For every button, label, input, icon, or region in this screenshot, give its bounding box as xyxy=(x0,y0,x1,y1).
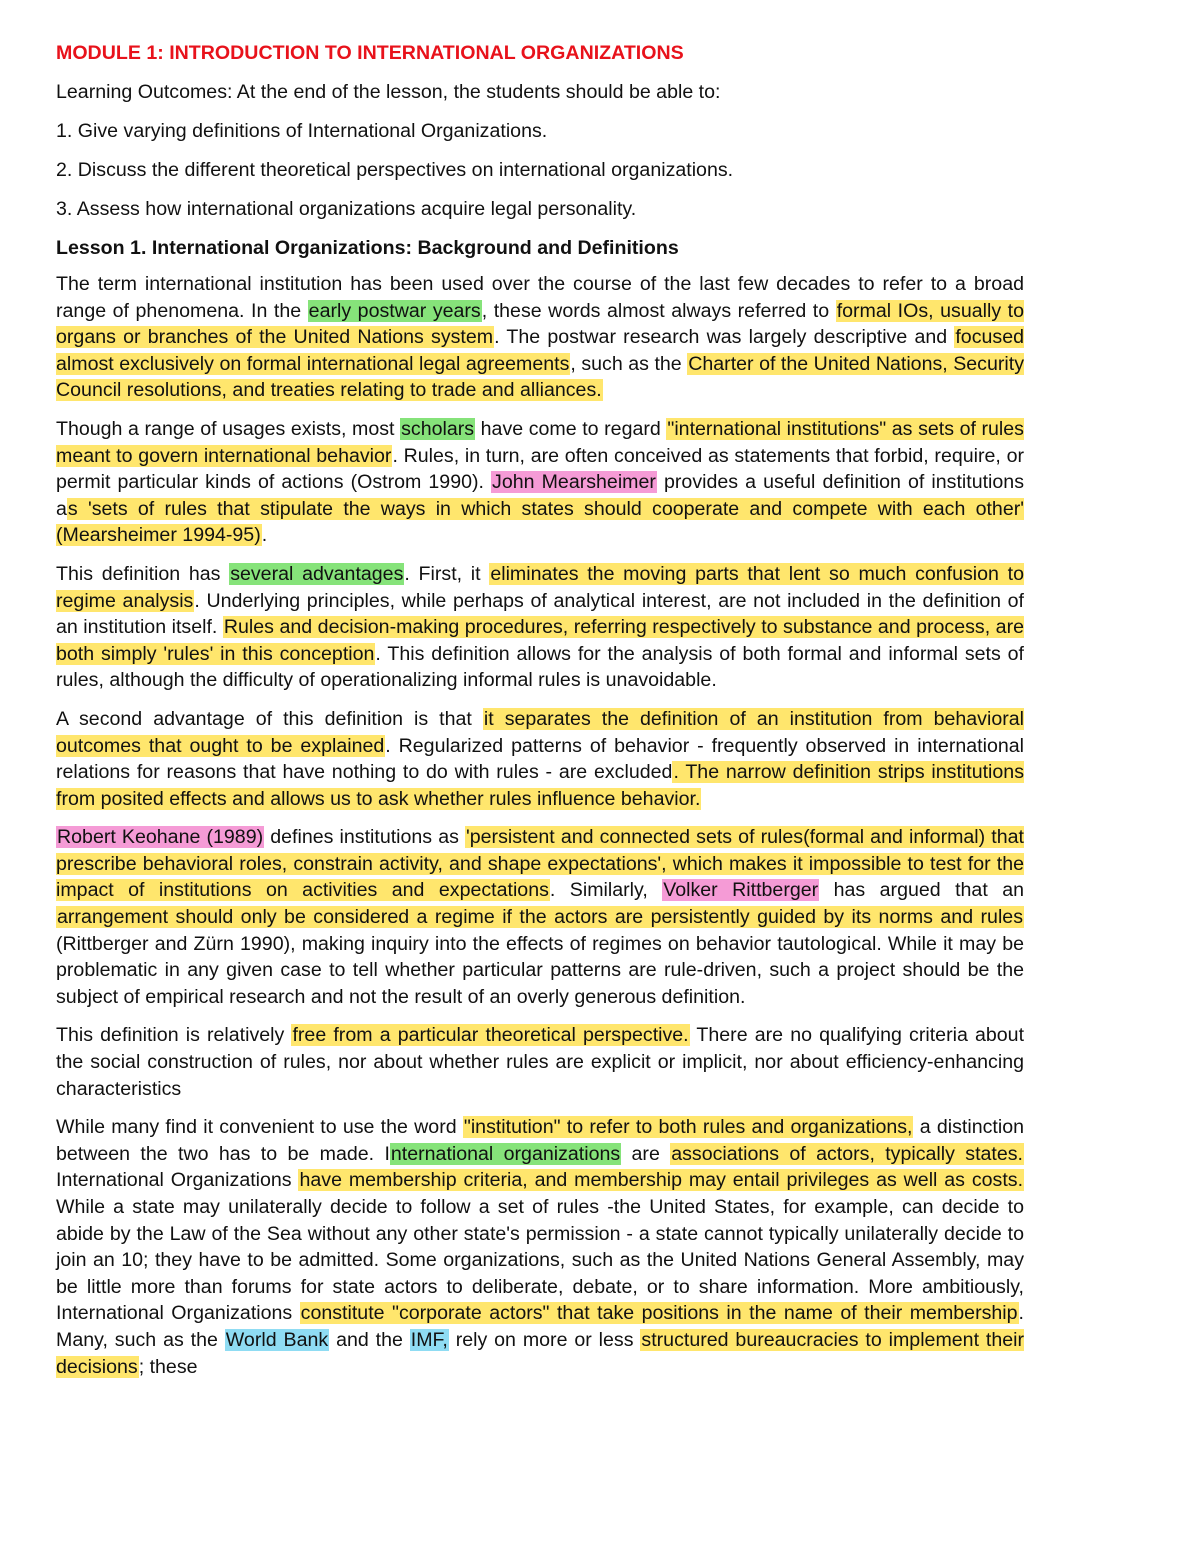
lesson-heading: Lesson 1. International Organizations: Background and Definitions xyxy=(56,237,679,259)
highlighted-text: Volker Rittberger xyxy=(663,879,819,902)
body-paragraph xyxy=(56,416,1024,549)
body-paragraph xyxy=(56,1022,1024,1102)
highlighted-text: 'persistent and connected sets of rules(formal and informal) that prescribe behavioral roles, constrain activity, and shape expectations', which makes it impossible to test for the impact of institutions on activities and expectations xyxy=(56,826,1024,902)
paragraph-text: . First, it xyxy=(404,562,490,585)
highlighted-text: . The narrow definition strips institutions from posited effects and allows us to ask whether rules influence behavior. xyxy=(56,761,1025,810)
highlighted-text: several advantages xyxy=(230,562,404,585)
body-paragraph xyxy=(56,271,1024,404)
highlighted-text: IMF, xyxy=(410,1328,448,1351)
highlighted-text: it separates the definition of an institution from behavioral outcomes that ought to be explained xyxy=(56,707,1025,757)
body-paragraph xyxy=(56,706,1024,812)
paragraph-text: has argued that an xyxy=(819,879,1025,902)
paragraph-text: International Organizations xyxy=(56,1169,299,1192)
highlighted-text: Robert Keohane (1989) xyxy=(57,826,264,849)
body-paragraph xyxy=(56,561,1024,694)
paragraph-text: defines institutions as xyxy=(264,826,466,849)
paragraph-text: This definition is relatively xyxy=(56,1024,292,1047)
paragraph-text: rely on more or less xyxy=(448,1328,641,1351)
highlighted-text: Rules and decision-making procedures, referring respectively to substance and process, are both simply 'rules' in this conception xyxy=(56,616,1024,665)
paragraph-text: This definition has xyxy=(56,562,230,585)
learning-outcome-item: 3. Assess how international organizations acquire legal personality. xyxy=(56,198,637,220)
highlighted-text: free from a particular theoretical perspective. xyxy=(292,1024,689,1047)
highlighted-text: formal IOs, usually to organs or branches of the United Nations system xyxy=(56,299,1024,349)
paragraph-text: . Regularized patterns of behavior - frequently observed in international relations for reasons that have nothing to do with rules - are excluded xyxy=(56,734,1024,784)
highlighted-text: John Mearsheimer xyxy=(492,471,656,494)
lesson-body xyxy=(56,271,1024,1380)
paragraph-text: . xyxy=(261,524,268,547)
highlighted-text: arrangement should only be considered a regime if the actors are persistently guided by its norms and rules xyxy=(57,906,1023,929)
paragraph-text: (Rittberger and Zürn 1990), making inquiry into the effects of regimes on behavior tautological. While it may be problematic in any given case to tell whether particular patterns are rule-driven, such a project should be the subject of empirical research and not the result of an overly generous definition. xyxy=(56,932,1024,1008)
paragraph-text: and the xyxy=(329,1328,410,1351)
paragraph-text: provides a useful definition of institutions a xyxy=(56,471,1024,520)
paragraph-text: . Rules, in turn, are often conceived as statements that forbid, require, or permit particular kinds of actions (Ostrom 1990). xyxy=(56,444,1024,494)
highlighted-text: early postwar years xyxy=(308,299,481,322)
highlighted-text: "institution" to refer to both rules and organizations, xyxy=(463,1116,913,1139)
body-paragraph xyxy=(56,1114,1024,1380)
highlighted-text: associations of actors, typically states. xyxy=(671,1142,1023,1165)
paragraph-text: The term international institution has been used over the course of the last few decades to refer to a broad range of phenomena. In the xyxy=(56,273,1024,322)
module-title: MODULE 1: INTRODUCTION TO INTERNATIONAL ORGANIZATIONS xyxy=(56,42,684,64)
paragraph-text: Though a range of usages exists, most xyxy=(56,417,401,440)
highlighted-text: structured bureaucracies to implement their decisions xyxy=(56,1328,1025,1378)
paragraph-text: . The postwar research was largely descriptive and xyxy=(494,326,955,349)
highlighted-text: have membership criteria, and membership may entail privileges as well as costs. xyxy=(299,1169,1024,1192)
highlighted-text: focused almost exclusively on formal international legal agreements xyxy=(56,326,1024,375)
paragraph-text: have come to regard xyxy=(475,417,667,440)
paragraph-text: While a state may unilaterally decide to follow a set of rules -the United States, for example, can decide to abide by the Law of the Sea without any other state's permission - a state cannot typically unilaterally decide to join an 10; they have to be admitted. Some organizations, such as the United Nations General Assembly, may be little more than forums for state actors to deliberate, debate, or to share information. More ambitiously, International Organizations xyxy=(56,1196,1024,1325)
learning-outcome-item: 1. Give varying definitions of International Organizations. xyxy=(56,120,548,142)
body-paragraph xyxy=(56,824,1024,1010)
highlighted-text: constitute "corporate actors" that take positions in the name of their membership xyxy=(300,1302,1018,1325)
highlighted-text: eliminates the moving parts that lent so much confusion to regime analysis xyxy=(56,562,1024,612)
highlighted-text: nternational organizations xyxy=(390,1142,621,1165)
paragraph-text: ; these xyxy=(138,1355,198,1378)
learning-outcomes-intro: Learning Outcomes: At the end of the lesson, the students should be able to: xyxy=(56,81,721,103)
paragraph-text: . Many, such as the xyxy=(56,1302,1024,1351)
paragraph-text: A second advantage of this definition is that xyxy=(56,707,483,730)
highlighted-text: s 'sets of rules that stipulate the ways in which states should cooperate and compete with each other' (Mearsheimer 1994-95) xyxy=(56,497,1024,547)
highlighted-text: "international institutions" as sets of rules meant to govern international behavior xyxy=(56,417,1024,467)
paragraph-text: While many find it convenient to use the word xyxy=(56,1116,463,1139)
highlighted-text: scholars xyxy=(401,417,475,440)
paragraph-text: are xyxy=(621,1142,671,1165)
learning-outcome-item: 2. Discuss the different theoretical perspectives on international organizations. xyxy=(56,159,734,181)
paragraph-text: . Similarly, xyxy=(549,879,663,902)
highlighted-text: World Bank xyxy=(225,1328,329,1351)
paragraph-text: a distinction between the two has to be made. I xyxy=(56,1116,1024,1165)
paragraph-text: . Underlying principles, while perhaps of analytical interest, are not included in the definition of an institution itself. xyxy=(56,589,1024,639)
paragraph-text: , these words almost always referred to xyxy=(481,299,836,322)
paragraph-text: , such as the xyxy=(570,352,688,375)
paragraph-text: There are no qualifying criteria about the social construction of rules, nor about whether rules are explicit or implicit, nor about efficiency-enhancing characteristics xyxy=(56,1024,1025,1100)
highlighted-text: Charter of the United Nations, Security Council resolutions, and treaties relating to trade and alliances. xyxy=(56,352,1024,402)
paragraph-text: . This definition allows for the analysis of both formal and informal sets of rules, although the difficulty of operationalizing informal rules is unavoidable. xyxy=(56,642,1024,692)
